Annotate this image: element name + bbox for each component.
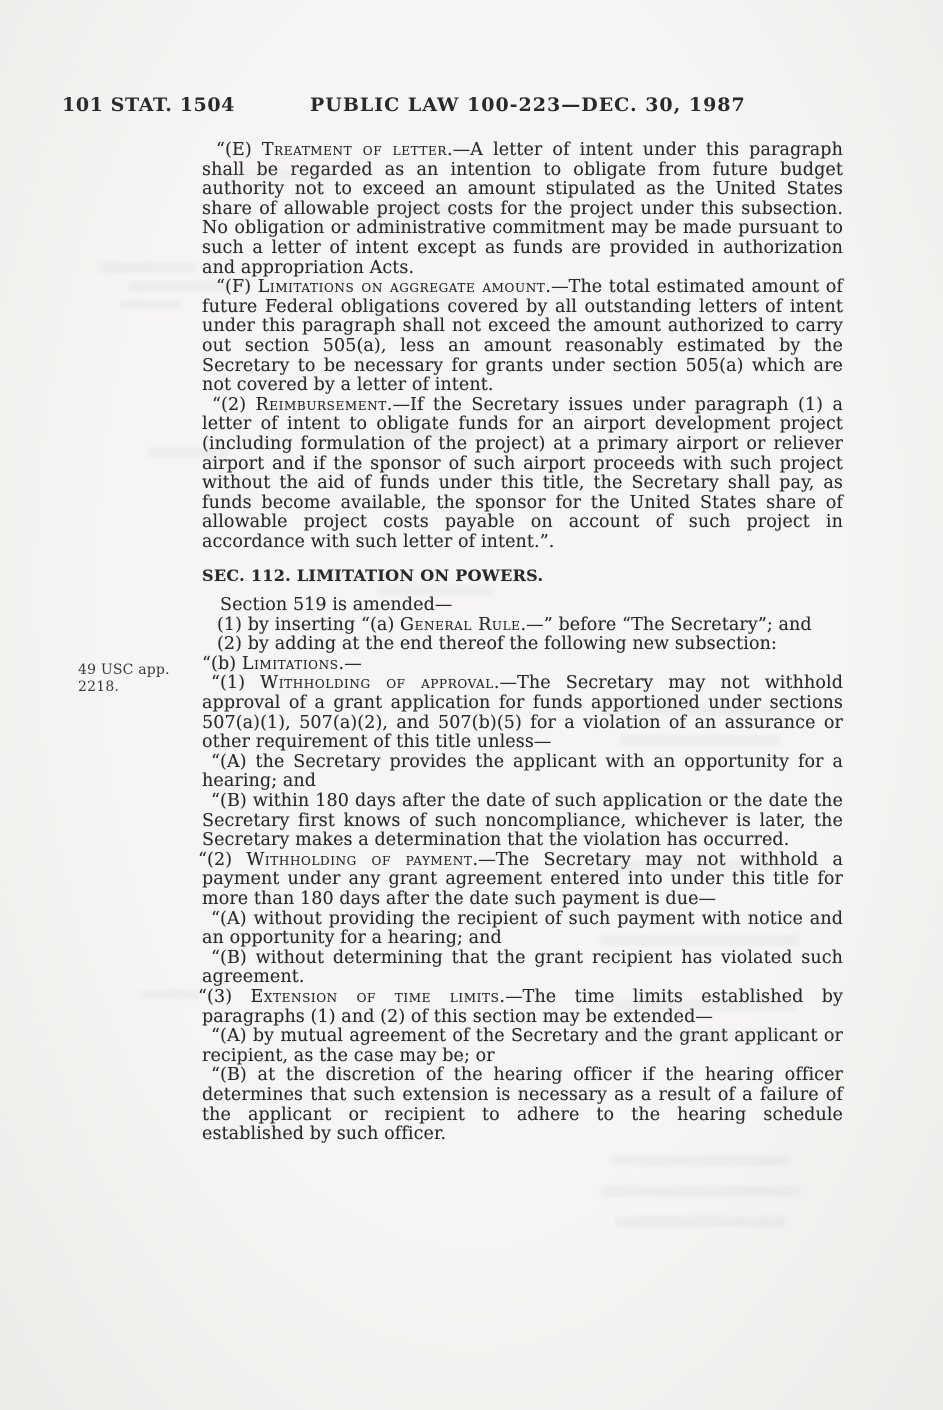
paragraph-lead: “(3) [198,986,251,1007]
paragraph-lead: “(2) [212,394,256,415]
paragraph-text: .—The time limits established by paragraphs (1) and (2) of this section may be extended— [202,986,843,1027]
bleed-through-artifact [378,585,493,596]
bleed-through-artifact [368,223,430,232]
bleed-through-artifact [128,281,228,292]
paragraph-smallcaps-heading: Withholding of payment [246,849,473,870]
paragraph-lead: “(B) without determining that the grant recipient has violated such agreement. [202,947,843,988]
paragraph-lead: “(A) without providing the recipient of such payment with notice and an opportunity for a hearing; and [202,908,843,949]
paragraph-lead: “(A) the Secretary provides the applicant with an opportunity for a hearing; and [202,751,843,792]
statute-paragraph-amend-1 [202,616,843,636]
bleed-through-artifact [615,1000,795,1011]
bleed-through-artifact [378,428,473,439]
statute-paragraph-F [202,278,843,396]
margin-note-usc-citation [78,662,170,696]
page-law-title: PUBLIC LAW 100-223—DEC. 30, 1987 [310,94,746,116]
bleed-through-artifact [615,1216,785,1227]
paragraph-lead: “(B) at the discretion of the hearing officer if the hearing officer determines that such extension is necessary as a result of a failure of the applicant or recipient to adhere to the hearing schedule established by such officer. [202,1065,843,1145]
paragraph-lead: (2) by adding at the end thereof the following new subsection: [217,634,777,655]
paragraph-lead: “(E) [216,140,262,160]
bleed-through-artifact [380,296,472,307]
bleed-through-artifact [620,735,780,746]
paragraph-smallcaps-heading: Limitations on aggregate amount [257,277,546,298]
statute-paragraph-amendment-intro [202,596,843,616]
paragraph-smallcaps-heading: Limitations [241,653,339,674]
bleed-through-artifact [600,935,800,946]
paragraph-smallcaps-heading: Extension of time limits [250,986,500,1007]
bleed-through-artifact [372,205,477,216]
paragraph-lead: Section 519 is amended— [220,595,453,616]
bleed-through-artifact [100,262,196,273]
paragraph-lead: (1) by inserting “(a) [217,614,401,635]
paragraph-smallcaps-heading: Withholding of approval [260,673,494,694]
bleed-through-artifact [610,1155,790,1166]
bleed-through-artifact [140,990,200,999]
paragraph-text: .— [338,653,362,674]
paragraph-text: .—” before “The Secretary”; and [520,614,812,635]
bleed-through-artifact [216,170,336,180]
page-stat-number: 101 STAT. 1504 [62,94,235,116]
margin-note-line: 2218. [78,679,120,695]
bleed-through-artifact [610,860,800,871]
bleed-through-artifact [120,300,180,309]
paragraph-smallcaps-heading: Reimbursement [255,394,387,415]
section-heading: SEC. 112. LIMITATION ON POWERS. [202,566,544,586]
paragraph-text: .—The Secretary may not withhold approval of a grant application for funds apportioned under sections 507(a)(1), 507(a)(2), and 507(b)(5) for a violation of an assurance or other requirement of this title unless— [202,673,844,753]
paragraph-lead: “(1) [211,673,261,694]
statute-paragraph-reimbursement [202,396,843,553]
statute-body-column [198,140,844,1145]
paragraph-lead: “(B) within 180 days after the date of such application or the date the Secretary first knows of such noncompliance, whichever is later, the Secretary makes a determination that the violation has occurred. [202,791,843,851]
bleed-through-artifact [600,705,780,716]
bleed-through-artifact [600,1186,800,1197]
statute-paragraph-1B [202,792,843,851]
paragraph-smallcaps-heading: General Rule [400,614,521,635]
statute-paragraph-subsection-b [202,655,843,675]
statute-paragraph-2B [202,949,843,988]
paragraph-lead: “(F) [216,277,258,298]
margin-note-line: 49 USC app. [78,662,170,678]
paragraph-text: .—If the Secretary issues under paragraph (1) a letter of intent to obligate funds for an airport development project (including formulation of the project) at a primary airport or reliever airport and if the sponsor of such airport proceeds with such project without the aid of funds under this title, the Secretary shall pay, as funds become available, the sponsor for the United States share of allowable project costs payable on account of such project in accordance with such letter of intent.”. [202,394,843,552]
statute-paragraph-3B [202,1066,843,1144]
statute-paragraph-E [202,141,843,278]
paragraph-text: .—The total estimated amount of future Federal obligations covered by all outstanding letters of intent under this paragraph shall not exceed the amount authorized to carry out section 505(a), less an amount reasonably estimated by the Secretary to be necessary for grants under section 505(a) which are not covered by a letter of intent. [202,277,843,396]
bleed-through-artifact [148,448,228,458]
statute-paragraph-amend-2 [202,635,843,655]
paragraph-text: .—The Secretary may not withhold a payment under any grant agreement entered into under this title for more than 180 days after the date such payment is due— [202,849,843,909]
paragraph-lead: “(2) [198,849,247,870]
statute-paragraph-1A [202,753,843,792]
paragraph-lead: “(b) [202,653,242,674]
paragraph-smallcaps-heading: Treatment of letter [261,140,448,160]
bleed-through-artifact [600,1030,790,1041]
paragraph-lead: “(A) by mutual agreement of the Secretary and the grant applicant or recipient, as the case may be; or [202,1026,843,1066]
paragraph-text: .—A letter of intent under this paragraph shall be regarded as an intention to obligate from future budget authority not to exceed an amount stipulated as the United States share of allowable project costs for the project under this subsection. No obligation or administrative commitment may be made pursuant to such a letter of intent except as funds are provided in authorization and appropriation Acts. [202,140,843,278]
